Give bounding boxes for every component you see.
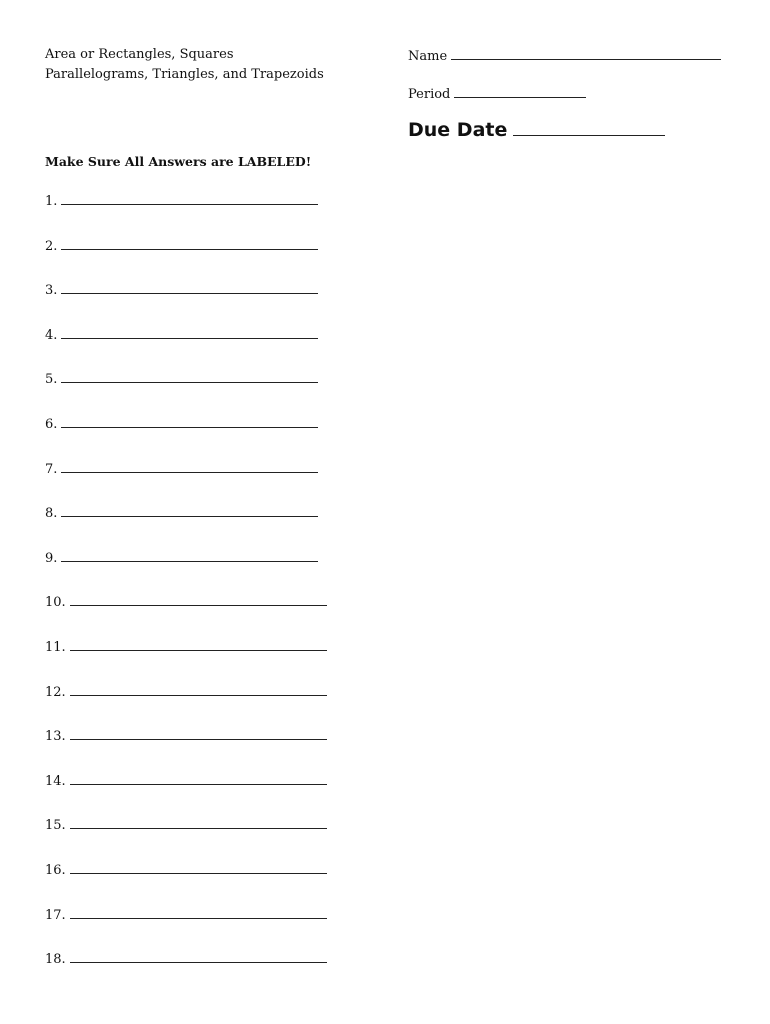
answer-blank[interactable] [70, 638, 327, 651]
answer-line [45, 727, 327, 745]
answer-line [45, 504, 318, 522]
answer-blank[interactable] [61, 460, 318, 473]
answer-blank[interactable] [61, 326, 318, 339]
answer-line [45, 861, 327, 879]
due-date-blank[interactable] [513, 119, 665, 136]
answer-blank[interactable] [61, 415, 318, 428]
answer-blank[interactable] [70, 861, 327, 874]
due-date-label: Due Date [408, 119, 508, 141]
answer-blank[interactable] [61, 237, 318, 250]
answer-number: 1. [45, 194, 58, 209]
answer-number: 16. [45, 863, 66, 878]
answer-line [45, 549, 318, 567]
answer-blank[interactable] [70, 816, 327, 829]
answer-line [45, 192, 318, 210]
answer-line [45, 326, 318, 344]
due-date-field [408, 118, 665, 142]
answer-line [45, 638, 327, 656]
answer-line [45, 950, 327, 968]
answer-line [45, 816, 327, 834]
answer-line [45, 460, 318, 478]
answer-number: 9. [45, 551, 58, 566]
answer-number: 15. [45, 818, 66, 833]
answer-line [45, 906, 327, 924]
answer-number: 7. [45, 462, 58, 477]
answer-number: 2. [45, 239, 58, 254]
answer-blank[interactable] [61, 504, 318, 517]
answer-blank[interactable] [70, 906, 327, 919]
answer-blank[interactable] [70, 727, 327, 740]
period-label: Period [408, 87, 451, 102]
answer-line [45, 593, 327, 611]
name-blank[interactable] [451, 47, 721, 60]
answer-line [45, 370, 318, 388]
answer-blank[interactable] [61, 370, 318, 383]
answer-number: 11. [45, 640, 66, 655]
worksheet-title-line-1: Area or Rectangles, Squares [45, 47, 234, 62]
worksheet-title-line-2: Parallelograms, Triangles, and Trapezoids [45, 67, 324, 82]
answer-number: 14. [45, 774, 66, 789]
answer-number: 3. [45, 283, 58, 298]
period-blank[interactable] [454, 85, 586, 98]
answer-number: 4. [45, 328, 58, 343]
answer-blank[interactable] [70, 593, 327, 606]
answer-blank[interactable] [61, 192, 318, 205]
answer-number: 6. [45, 417, 58, 432]
answer-line [45, 281, 318, 299]
answer-number: 10. [45, 595, 66, 610]
answer-blank[interactable] [70, 683, 327, 696]
answer-blank[interactable] [70, 950, 327, 963]
answer-blank[interactable] [70, 772, 327, 785]
answer-blank[interactable] [61, 549, 318, 562]
answer-number: 18. [45, 952, 66, 967]
answer-number: 17. [45, 908, 66, 923]
answer-blank[interactable] [61, 281, 318, 294]
answer-number: 12. [45, 685, 66, 700]
answer-line [45, 683, 327, 701]
period-field [408, 85, 586, 103]
answer-number: 13. [45, 729, 66, 744]
answer-line [45, 237, 318, 255]
name-field [408, 47, 721, 65]
answer-number: 8. [45, 506, 58, 521]
instructions-text: Make Sure All Answers are LABELED! [45, 154, 312, 169]
answer-line [45, 415, 318, 433]
answer-line [45, 772, 327, 790]
answer-number: 5. [45, 372, 58, 387]
name-label: Name [408, 49, 448, 64]
